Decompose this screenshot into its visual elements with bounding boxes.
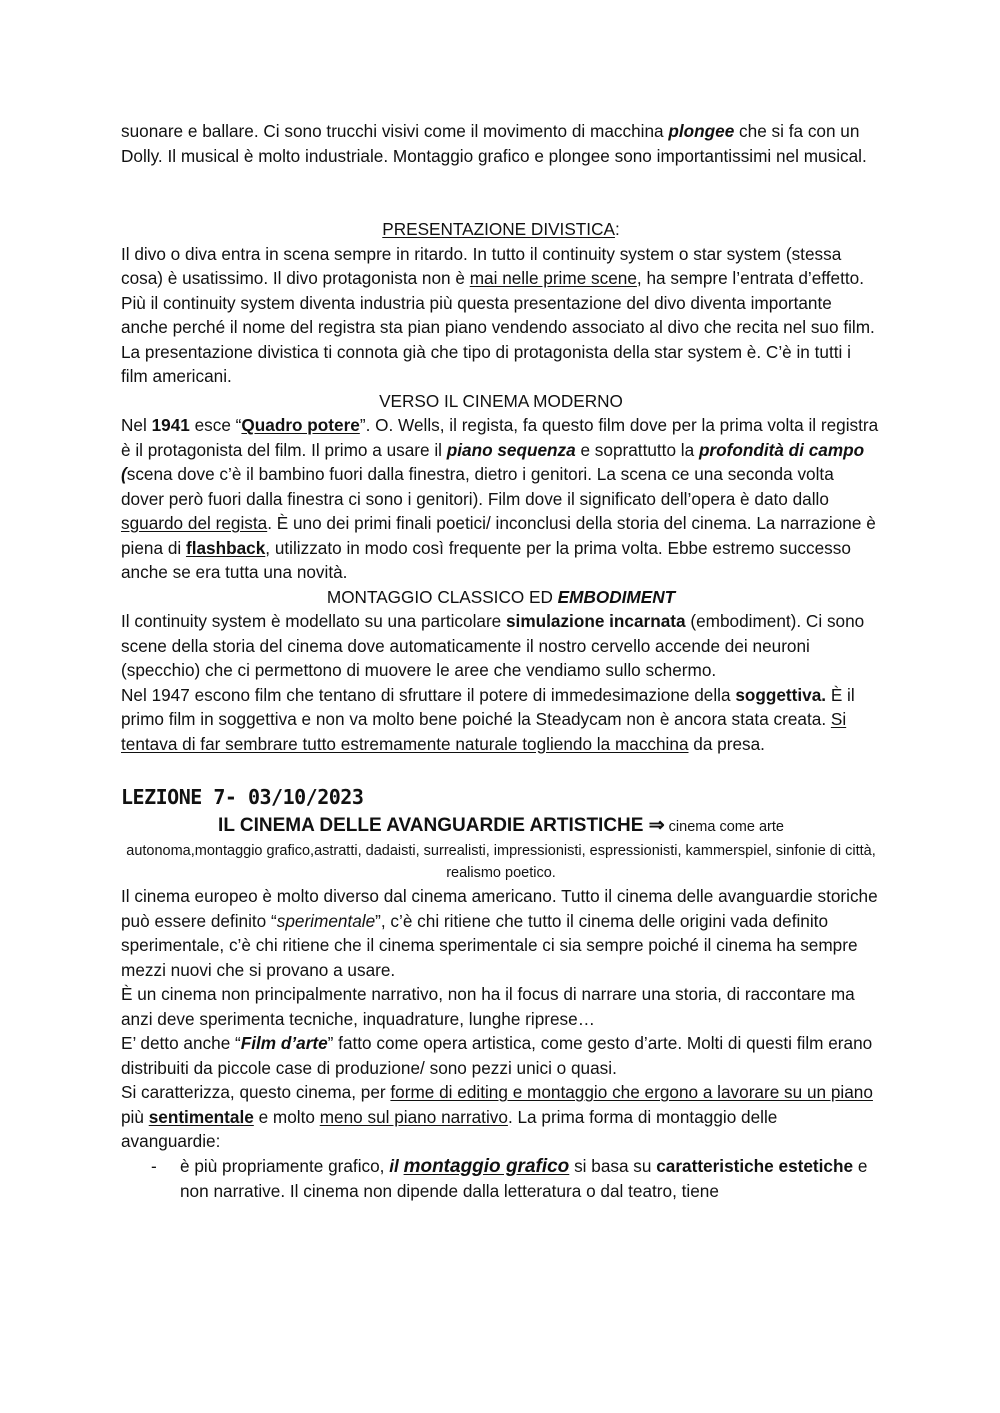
text: Si caratterizza, questo cinema, per: [121, 1082, 391, 1102]
term-simulazione-incarnata: simulazione incarnata: [506, 611, 686, 631]
text: esce “: [189, 415, 242, 435]
text: . La prima forma di montaggio delle avanguardie:: [121, 1106, 778, 1151]
text: Nel: [121, 415, 152, 435]
heading-montaggio-classico: [121, 585, 881, 610]
text: Nel 1947 escono film che tentano di sfruttare il potere di immedesimazione della: [121, 684, 736, 705]
text: E’ detto anche “: [121, 1033, 241, 1053]
film-title: Quadro potere: [241, 415, 360, 435]
heading-avanguardie: [121, 812, 881, 840]
text: È il primo film in soggettiva e non va molto bene poiché la Steadycam non è ancora stata creata.: [121, 684, 855, 729]
paragraph-embodiment: [121, 609, 881, 683]
text: . È uno dei primi finali poetici/ inconclusi della storia del cinema. La narrazione è piena di: [121, 513, 876, 558]
text: (embodiment). Ci sono scene della storia del cinema dove automaticamente il nostro cervello accende dei neuroni (specchio) che ci permettono di muovere le aree che vendiamo sullo schermo.: [121, 611, 865, 680]
text: e soprattutto la: [575, 439, 699, 460]
arrow-icon: ⇒: [648, 815, 665, 836]
text: ”, c’è chi ritiene che tutto il cinema delle origini vada definito sperimentale, c’è chi ritiene che il cinema sperimentale ci sia sempre poiché il cinema ha sempre mezzi nuovi che si provano a usare.: [121, 910, 858, 980]
list-dash: -: [151, 1155, 157, 1176]
paragraph-editing: [121, 1080, 881, 1154]
paragraph-film-d-arte: [121, 1031, 881, 1080]
paragraph-soggettiva: [121, 683, 881, 757]
underlined-text: forme di editing e montaggio che ergono a lavorare su un piano: [390, 1082, 873, 1102]
term-sperimentale: sperimentale: [276, 910, 376, 931]
bold-italic-text: il: [389, 1155, 404, 1176]
text: si basa su: [569, 1155, 657, 1176]
text: che si fa con un Dolly. Il musical è molto industriale. Montaggio grafico e plongee sono importantissimi nel musical.: [121, 121, 867, 166]
paragraph-cinema-europeo: [121, 884, 881, 982]
document-page: [121, 119, 881, 1204]
text: ” fatto come opera artistica, come gesto d’arte. Molti di questi film erano distribuiti da piccole case di produzione/ sono pezzi unici o quasi.: [121, 1033, 873, 1078]
underlined-text: mai nelle prime scene: [469, 268, 637, 288]
lesson-title: LEZIONE 7- 03/10/2023: [121, 785, 364, 809]
paragraph-presentazione: [121, 242, 881, 389]
text: Il continuity system è modellato su una particolare: [121, 611, 506, 631]
term-embodiment: EMBODIMENT: [557, 586, 676, 607]
text: da presa.: [688, 733, 765, 754]
text: ”. O. Wells, il regista, fa questo film dove per la prima volta il registra è il protagonista del film. Il primo a usare il: [121, 415, 879, 460]
underlined-text: meno sul piano narrativo: [319, 1106, 508, 1127]
paragraph-quarto-potere: [121, 413, 881, 585]
list-item: [121, 1154, 881, 1204]
term-soggettiva: soggettiva.: [735, 684, 827, 705]
paragraph-non-narrativo: È un cinema non principalmente narrativo, non ha il focus di narrare una storia, di raccontare ma anzi deve sperimenta tecniche, inquadrature, lunghe riprese…: [121, 984, 855, 1029]
paragraph-musical: [121, 119, 881, 168]
text: e non narrative. Il cinema non dipende dalla letteratura o dal teatro, tiene: [180, 1155, 868, 1201]
heading-subtitle: cinema come arte: [664, 819, 784, 835]
heading-text: IL CINEMA DELLE AVANGUARDIE ARTISTICHE: [218, 815, 649, 836]
bold-year: 1941: [151, 415, 190, 435]
term-piano-sequenza: piano sequenza: [446, 439, 576, 460]
heading-presentazione-divistica: [121, 217, 881, 242]
heading-text: MONTAGGIO CLASSICO ED: [326, 586, 558, 607]
text: , utilizzato in modo così frequente per la prima volta. Ebbe estremo successo anche se era tutta una novità.: [121, 537, 851, 582]
heading-verso-cinema-moderno: VERSO IL CINEMA MODERNO: [379, 390, 623, 411]
text: suonare e ballare. Ci sono trucchi visivi come il movimento di macchina: [121, 121, 669, 141]
text: Il cinema europeo è molto diverso dal cinema americano. Tutto il cinema delle avanguardie storiche può essere definito “: [121, 886, 878, 931]
term-flashback: flashback: [185, 537, 266, 558]
term-sentimentale: sentimentale: [148, 1106, 254, 1127]
heading-colon: :: [614, 219, 620, 239]
underlined-text: Si tentava di far sembrare tutto estremamente naturale togliendo la macchina: [121, 709, 847, 754]
text: e molto: [253, 1106, 320, 1127]
heading-subtitle-list: autonoma,montaggio grafico,astratti, dadaisti, surrealisti, impressionisti, espressionisti, kammerspiel, sinfonie di città, realismo poetico.: [126, 843, 876, 881]
text: è più propriamente grafico,: [180, 1155, 390, 1176]
text: Il divo o diva entra in scena sempre in ritardo. In tutto il continuity system o star system (stessa cosa) è usatissimo. Il divo protagonista non è: [121, 243, 842, 288]
text: , ha sempre l’entrata d’effetto. Più il continuity system diventa industria più questa presentazione del divo diventa importante anche perché il nome del registra sta pian piano vendendo associato al divo che recita nel suo film. La presentazione divistica ti connota già che tipo di protagonista della star system è. C’è in tutti i film americani.: [121, 268, 875, 386]
term-profondita-di-campo: profondità di campo (: [121, 439, 865, 484]
term-caratteristiche-estetiche: caratteristiche estetiche: [656, 1155, 854, 1176]
term-film-d-arte: Film d’arte: [240, 1033, 328, 1053]
text: scena dove c’è il bambino fuori dalla finestra, dietro i genitori. La scena ce una seconda volta dover però fuori dalla finestra ci sono i genitori). Film dove il significato dell’opera è dato dallo: [121, 464, 834, 509]
term-montaggio-grafico: montaggio grafico: [403, 1155, 570, 1177]
term-plongee: plongee: [668, 121, 735, 141]
underlined-text: sguardo del regista: [121, 513, 268, 533]
text: più: [121, 1106, 149, 1127]
heading-text: PRESENTAZIONE DIVISTICA: [382, 219, 615, 239]
